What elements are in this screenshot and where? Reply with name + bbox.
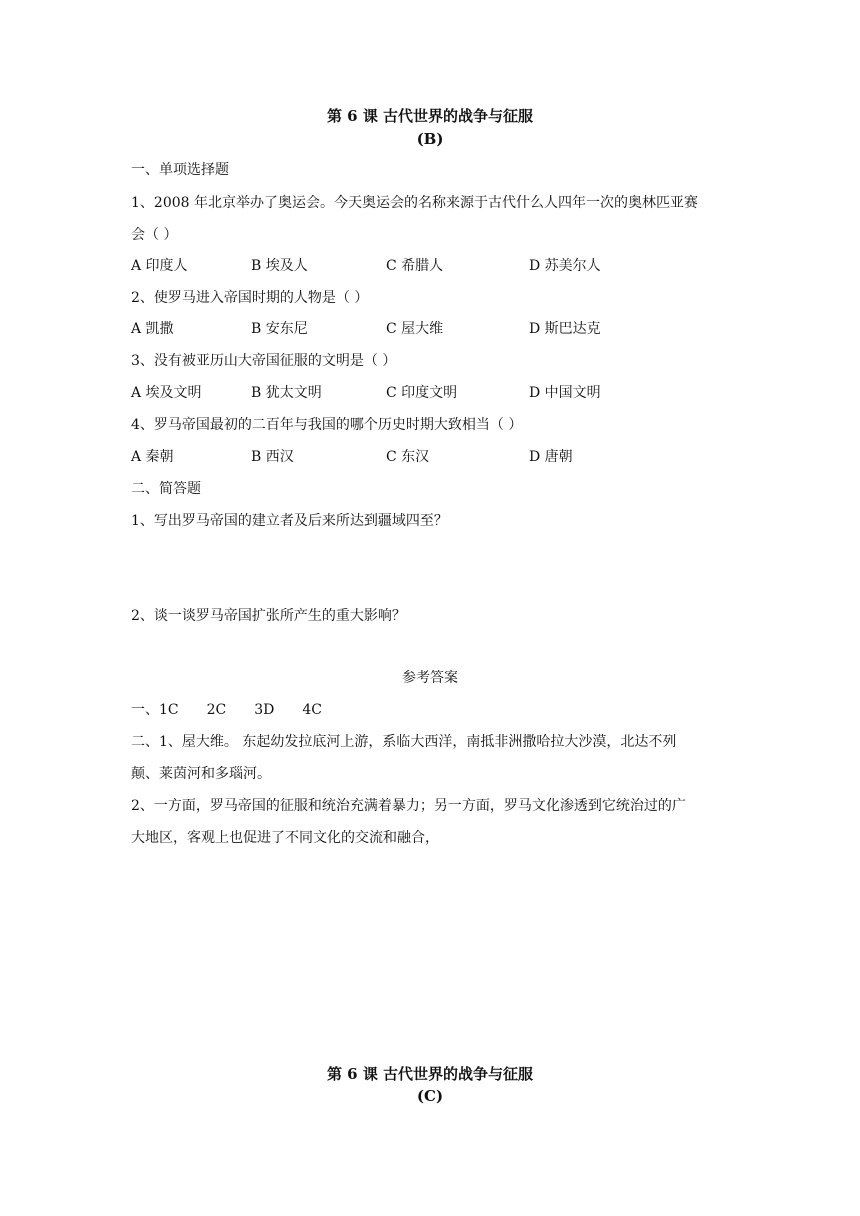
option-c: C 希腊人 [386,258,444,274]
lesson-title-c: 第 6 课 古代世界的战争与征服 [326,1065,534,1083]
lesson-subtitle-c: (C) [416,1087,444,1105]
option-a: A 印度人 [131,258,188,274]
answers-line-2b: 颠、莱茵河和多瑙河。 [131,766,271,782]
lesson-subtitle-b: (B) [416,130,444,148]
option-a: A 秦朝 [131,449,174,465]
option-a: A 埃及文明 [131,385,202,401]
question-2: 2、使罗马进入帝国时期的人物是（ ） [131,290,369,306]
short-question-2: 2、谈一谈罗马帝国扩张所产生的重大影响？ [131,608,406,624]
answer-2: 2C [206,702,227,718]
option-d: D 唐朝 [529,449,573,465]
question-1-line-2: 会（ ） [131,227,178,243]
answer-1: 1C [159,702,179,718]
lesson-title-b: 第 6 课 古代世界的战争与征服 [326,107,534,125]
option-b: B 埃及人 [251,258,308,274]
question-1-line-1: 1、2008 年北京举办了奥运会。今天奥运会的名称来源于古代什么人四年一次的奥林匹亚赛 [131,195,698,211]
option-b: B 犹太文明 [251,385,322,401]
option-c: C 印度文明 [386,385,458,401]
answers-line-2a: 二、1、屋大维。 东起幼发拉底河上游，系临大西洋，南抵非洲撒哈拉大沙漠，北达不列 [131,734,677,750]
answers-line-1 [131,701,350,719]
part2-heading: 二、简答题 [131,481,201,497]
answers-line-3b: 大地区，客观上也促进了不同文化的交流和融合， [131,830,439,846]
part1-heading: 一、单项选择题 [131,162,229,178]
option-c: C 东汉 [386,449,430,465]
option-d: D 斯巴达克 [529,321,601,337]
option-a: A 凯撒 [131,321,174,337]
question-3: 3、没有被亚历山大帝国征服的文明是（ ） [131,353,397,369]
question-4: 4、罗马帝国最初的二百年与我国的哪个历史时期大致相当（ ） [131,417,523,433]
question-4-options [0,448,860,466]
answers-line-3a: 2、一方面，罗马帝国的征服和统治充满着暴力；另一方面，罗马文化渗透到它统治过的广 [131,798,686,814]
option-b: B 西汉 [251,449,294,465]
option-c: C 屋大维 [386,321,444,337]
option-d: D 中国文明 [529,385,601,401]
question-1-options [0,257,860,275]
answer-4: 4C [302,702,323,718]
short-question-1: 1、写出罗马帝国的建立者及后来所达到疆域四至？ [131,513,448,529]
question-2-options [0,320,860,338]
option-d: D 苏美尔人 [529,258,601,274]
question-3-options [0,384,860,402]
option-b: B 安东尼 [251,321,308,337]
answers-heading: 参考答案 [402,670,458,686]
answer-3: 3D [254,702,275,718]
answers-part1-prefix: 一、 [131,702,159,718]
